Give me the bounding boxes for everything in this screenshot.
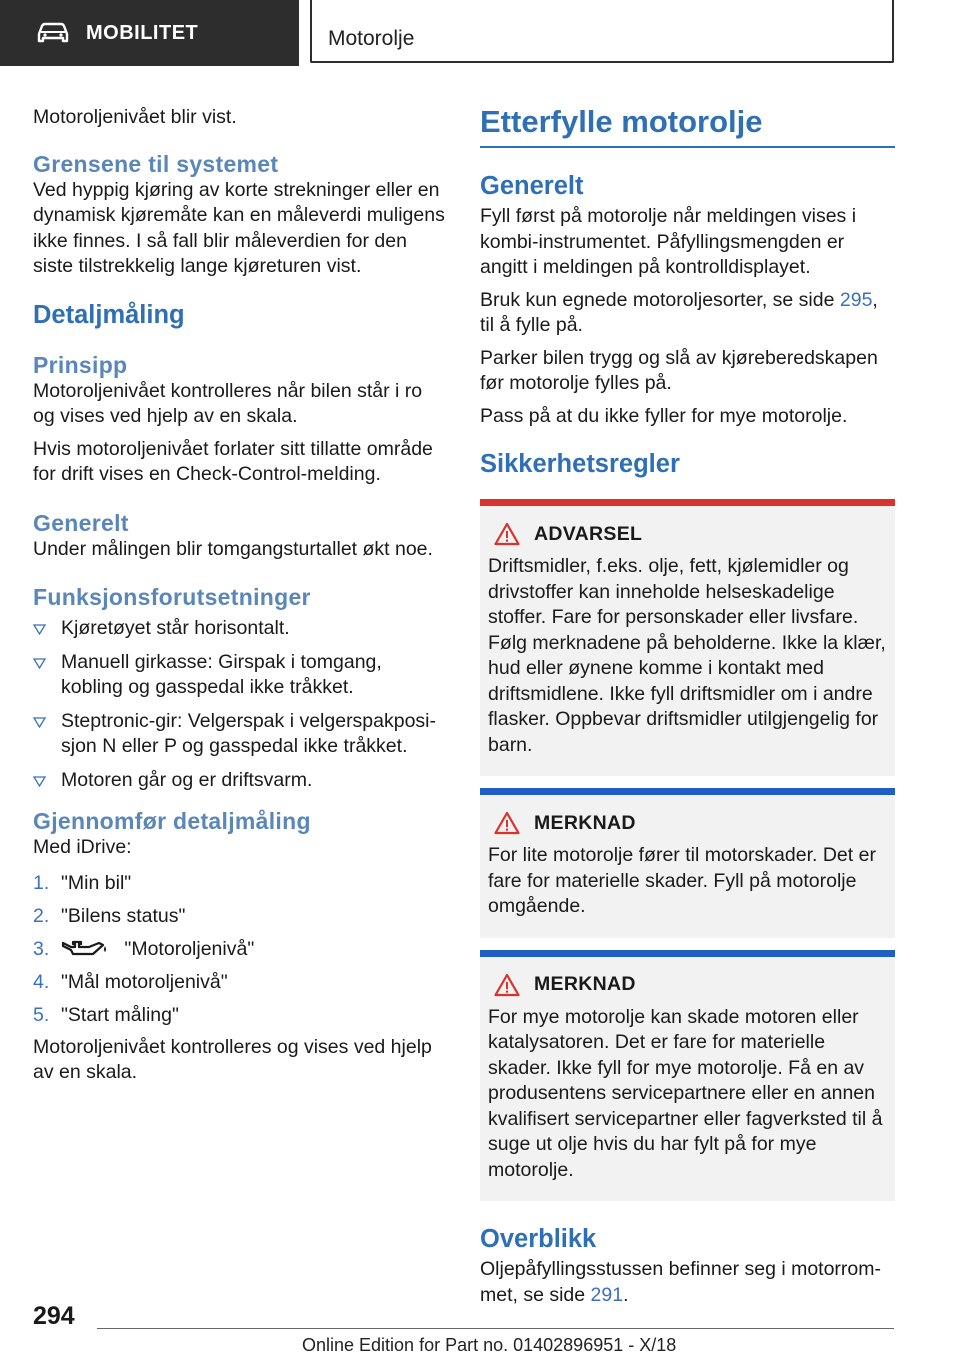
principle-text-1: Motoroljenivået kontrolleres når bilen står i ro og vises ved hjelp av en skala. [33,379,423,427]
list-item-text: Motoren går og er driftsvarm. [61,768,313,791]
general-p2 [480,288,895,339]
general-p2-text-end: , til å fylle på. [480,288,878,336]
list-item [33,768,448,794]
note-text: For lite motorolje fører til motorskader. Det er fare for materielle skader. Fyll på motorolje omgående. [488,844,876,917]
list-item [33,904,448,930]
overview-text [480,1257,895,1308]
prereq-list [33,616,448,793]
warning-icon [494,811,520,835]
section-title: MOBILITET [86,21,199,44]
left-column [33,100,448,1086]
list-item [33,616,448,642]
warning-label: ADVARSEL [534,522,643,545]
note-label: MERKNAD [534,811,636,834]
principle-heading: Prinsipp [33,351,128,378]
step-text: "Min bil" [61,871,132,894]
note-box [480,788,895,938]
limits-text: Ved hyppig kjøring av korte strekninger eller en dynamisk kjøremåte kan en måleverdi muligens ikke finnes. I så fall blir måleverdien for den siste tilstrekkelig lange kjøreturen vist. [33,178,445,277]
note-header [494,811,887,835]
steps-list [33,871,448,1029]
intro-text: Motoroljenivået blir vist. [33,106,237,128]
perform-heading: Gjennomfør detaljmåling [33,808,311,834]
page-link-295[interactable]: 295 [839,288,873,311]
warning-icon [494,522,520,546]
note-box [480,950,895,1202]
step-text: "Mål motoroljenivå" [61,970,228,993]
list-item [33,871,448,897]
list-item-text: Kjøretøyet står horisontalt. [61,617,290,639]
general-text: Under målingen blir tomgangsturtallet økt noe. [33,537,433,560]
step-number: 4. [33,970,50,993]
principle-text-2: Hvis motoroljenivået forlater sitt tillatte område for drift vises en Check-Control-melding. [33,437,433,485]
list-item [33,970,448,996]
general-p4: Pass på at du ikke fyller for mye motorolje. [480,404,848,427]
triangle-bullet-icon [33,776,46,787]
list-item [33,1003,448,1029]
general-heading: Generelt [480,172,584,200]
edition-text: Online Edition for Part no. 01402896951 - X/18 [302,1335,677,1355]
note-header [494,973,887,997]
step-number: 3. [33,937,50,960]
triangle-bullet-icon [33,717,46,728]
list-item [33,709,448,760]
overview-text-end: . [623,1283,629,1306]
step-text: "Bilens status" [61,904,186,927]
triangle-bullet-icon [33,658,46,669]
car-icon [36,22,70,44]
page-title: Etterfylle motorolje [480,104,763,139]
list-item [33,937,448,963]
section-tab [0,0,299,66]
step-number: 5. [33,1003,50,1026]
step-number: 2. [33,904,50,927]
overview-text-start: Oljepåfyllingsstussen befinner seg i motorrommet, se side [480,1258,882,1306]
general-heading: Generelt [33,509,129,536]
note-label: MERKNAD [534,973,636,995]
page-header [0,0,960,66]
title-divider [480,146,895,148]
warning-text: Driftsmidler, f.eks. olje, fett, kjølemidler og drivstoffer kan inneholde helseskadelige stoffer. Fare for personskader eller livsfare. Følg merknadene på beholderne. Ikke la klær, hud eller øynene komme i kontakt med driftsmidlene. Ikke fyll driftsmidler om i andre flasker. Oppbevar driftsmidler utilgjengelig for barn. [488,555,886,756]
list-item-text: Steptronic-gir: Velgerspak i velgerspakposisjon N eller P og gasspedal ikke tråkket. [61,709,437,757]
oil-can-icon [61,938,111,958]
overview-heading: Overblikk [480,1225,597,1253]
triangle-bullet-icon [33,624,46,635]
page-number: 294 [33,1302,75,1330]
list-item-text: Manuell girkasse: Girspak i tomgang, kobling og gasspedal ikke tråkket. [61,650,382,698]
warning-box [480,499,895,776]
footer-divider [97,1328,894,1329]
right-column [480,100,895,1308]
general-p3: Parker bilen trygg og slå av kjøreberedskapen før motorolje fylles på. [480,346,878,394]
prereq-heading: Funksjonsforutsetninger [33,584,311,610]
step-text: "Motoroljenivå" [124,937,255,960]
step-text: "Start måling" [61,1003,179,1026]
chapter-box [310,0,894,63]
chapter-title: Motorolje [328,27,415,50]
warning-header [494,522,887,546]
step-number: 1. [33,871,50,894]
list-item [33,650,448,701]
outro-text: Motoroljenivået kontrolleres og vises ved hjelp av en skala. [33,1035,432,1083]
detail-heading: Detaljmåling [33,300,185,329]
general-p1: Fyll først på motorolje når meldingen vises i kombi-instrumentet. Påfyllingsmengden er angitt i meldingen på kontrolldisplayet. [480,205,857,278]
page-link-291[interactable]: 291 [590,1283,624,1306]
general-p2-text: Bruk kun egnede motoroljesorter, se side [480,288,840,311]
note-text: For mye motorolje kan skade motoren eller katalysatoren. Det er fare for materielle skader. Ikke fyll for mye motorolje. Få en av produsentens servicepartnere eller en annen kvalifisert servicepartner eller fagverksted til å suge ut olje hvis du har fylt på for mye motorolje. [488,1005,883,1181]
warning-icon [494,973,520,997]
limits-heading: Grensene til systemet [33,150,279,177]
perform-intro: Med iDrive: [33,836,132,858]
safety-heading: Sikkerhetsregler [480,450,680,478]
